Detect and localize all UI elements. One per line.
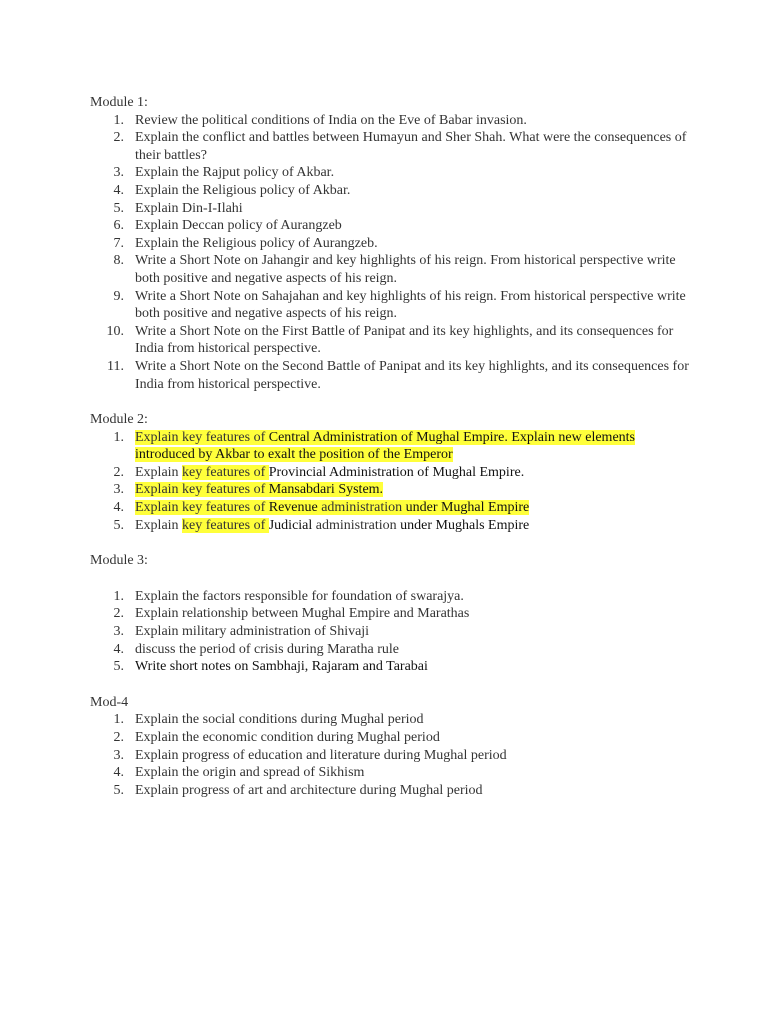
list-item-number: 2. <box>113 606 124 622</box>
list-item <box>90 429 690 464</box>
list-item <box>90 641 690 659</box>
list-item-text: Explain the conflict and battles between Humayun and Sher Shah. What were the consequences of their battles? <box>135 130 687 163</box>
list-item-number: 5. <box>113 659 124 675</box>
list-item-number: 7. <box>113 235 124 251</box>
list-item-text: Judicial <box>268 517 316 533</box>
module-3-section <box>90 552 690 676</box>
list-item <box>90 764 690 782</box>
list-item-text: administration <box>315 517 401 533</box>
list-item <box>90 129 690 164</box>
list-item-number: 5. <box>113 200 124 216</box>
list-item-number: 6. <box>113 218 124 234</box>
list-item-text: Write a Short Note on the First Battle of Panipat and its key highlights, and its consequences for India from historical perspective. <box>135 323 674 357</box>
list-item <box>90 358 690 393</box>
list-item-number: 3. <box>113 747 124 763</box>
list-item-text: Explain the social conditions during Mughal period <box>135 712 424 728</box>
list-item-text: Explain the Rajput policy of Akbar. <box>135 165 335 181</box>
list-item-number: 10. <box>106 323 124 339</box>
list-item-number: 11. <box>107 358 124 374</box>
list-item-number: 4. <box>113 641 124 657</box>
list-item-text: Explain the factors responsible for foundation of swarajya. <box>135 588 464 604</box>
list-item-number: 3. <box>113 165 124 181</box>
list-item-number: 3. <box>113 482 124 498</box>
list-item-text: under Mughals Empire <box>400 517 530 533</box>
list-item <box>90 605 690 623</box>
list-item-text: Explain the Religious policy of Aurangzeb. <box>135 235 378 251</box>
module-1-section <box>90 94 690 393</box>
list-item <box>90 711 690 729</box>
list-item-number: 1. <box>113 588 124 604</box>
module-heading: Module 3: <box>90 553 148 569</box>
list-item-text: Explain progress of education and literature during Mughal period <box>135 747 507 763</box>
list-item <box>90 288 690 323</box>
highlighted-text: Mansabdari System. <box>268 482 384 498</box>
highlighted-text: Explain key features of <box>135 482 269 498</box>
list-item-number: 4. <box>113 765 124 781</box>
list-item <box>90 323 690 358</box>
document-page <box>90 94 690 799</box>
module-2-section <box>90 411 690 534</box>
module-3-list <box>90 588 690 676</box>
list-item-number: 1. <box>113 112 124 128</box>
highlighted-text: Explain key features of <box>135 429 269 445</box>
list-item-number: 1. <box>113 712 124 728</box>
list-item-text: Explain relationship between Mughal Empire and Marathas <box>135 606 470 622</box>
module-1-list <box>90 112 690 394</box>
list-item-number: 4. <box>113 182 124 198</box>
list-item <box>90 252 690 287</box>
list-item <box>90 464 690 482</box>
list-item-text: discuss the period of crisis during Maratha rule <box>135 641 399 657</box>
highlighted-text: key features of <box>182 517 269 533</box>
list-item <box>90 747 690 765</box>
list-item-number: 1. <box>113 429 124 445</box>
list-item-text: Explain Deccan policy of Aurangzeb <box>135 218 342 234</box>
list-item-text: Explain <box>135 464 183 480</box>
module-4-list <box>90 711 690 799</box>
module-4-section <box>90 694 690 800</box>
list-item-text: Explain military administration of Shivaji <box>135 624 370 640</box>
list-item <box>90 217 690 235</box>
list-item-number: 3. <box>113 624 124 640</box>
list-item-text: Explain <box>135 517 183 533</box>
list-item-number: 2. <box>113 464 124 480</box>
list-item <box>90 782 690 800</box>
list-item <box>90 164 690 182</box>
list-item <box>90 481 690 499</box>
list-item <box>90 200 690 218</box>
list-item-text: Review the political conditions of India on the Eve of Babar invasion. <box>135 112 527 128</box>
highlighted-text: key features of <box>182 464 269 480</box>
list-item-number: 4. <box>113 500 124 516</box>
module-heading: Mod-4 <box>90 694 129 710</box>
list-item-text: Write short notes on Sambhaji, Rajaram and Tarabai <box>135 659 428 675</box>
list-item-text: Write a Short Note on Sahajahan and key highlights of his reign. From historical perspective write both positive and negative aspects of his reign. <box>135 288 686 322</box>
module-heading: Module 1: <box>90 95 148 110</box>
list-item <box>90 623 690 641</box>
list-item <box>90 517 690 535</box>
list-item <box>90 499 690 517</box>
list-item-number: 2. <box>113 130 124 146</box>
list-item <box>90 729 690 747</box>
list-item <box>90 112 690 130</box>
list-item-text: Explain Din-I-Ilahi <box>135 200 243 216</box>
list-item <box>90 235 690 253</box>
highlighted-text: under Mughal Empire <box>405 500 530 516</box>
list-item-number: 2. <box>113 730 124 745</box>
list-item-number: 5. <box>113 517 124 533</box>
highlighted-text: Explain key features of <box>135 500 269 516</box>
highlighted-text: Central Administration of Mughal Empire. Explain new elements introduced by Akbar to exalt the position of the Emperor <box>135 429 635 463</box>
list-item-text: Provincial Administration of Mughal Empire. <box>268 464 525 480</box>
list-item <box>90 588 690 606</box>
module-heading: Module 2: <box>90 412 148 428</box>
highlighted-text: administration <box>321 500 406 516</box>
list-item-text: Explain the origin and spread of Sikhism <box>135 765 365 781</box>
highlighted-text: Revenue <box>268 500 322 516</box>
list-item-text: Explain the economic condition during Mughal period <box>135 730 440 745</box>
list-item-text: Explain progress of art and architecture during Mughal period <box>135 782 483 798</box>
list-item-number: 8. <box>113 253 124 269</box>
list-item-text: Explain the Religious policy of Akbar. <box>135 182 351 198</box>
list-item-number: 9. <box>113 288 124 304</box>
list-item <box>90 658 690 676</box>
list-item-text: Write a Short Note on Jahangir and key highlights of his reign. From historical perspective write both positive and negative aspects of his reign. <box>135 253 676 286</box>
list-item <box>90 182 690 200</box>
list-item-number: 5. <box>113 782 124 798</box>
module-2-list <box>90 429 690 535</box>
list-item-text: Write a Short Note on the Second Battle of Panipat and its key highlights, and its consequences for India from historical perspective. <box>135 358 689 392</box>
